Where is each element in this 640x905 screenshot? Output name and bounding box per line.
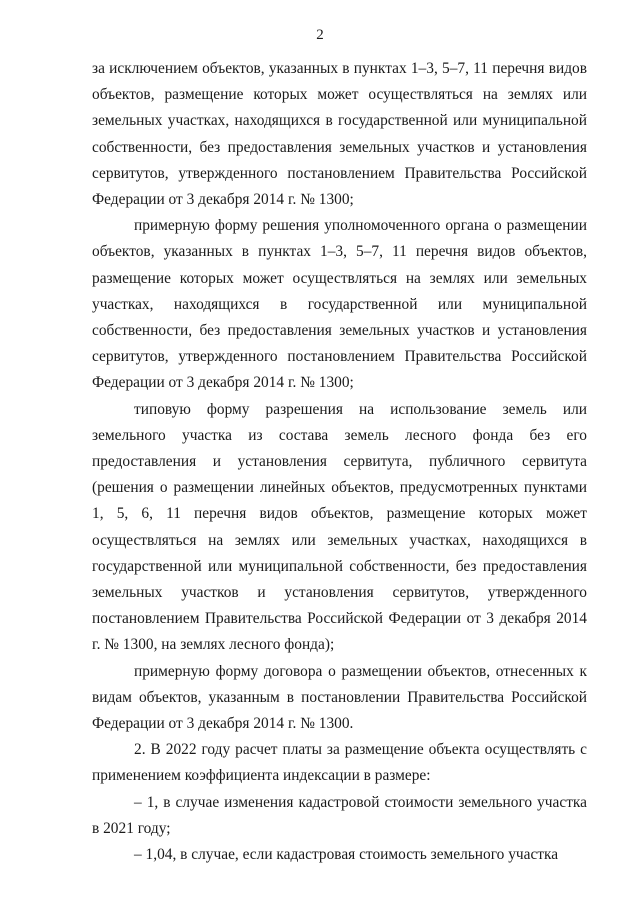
paragraph: – 1,04, в случае, если кадастровая стоимость земельного участка <box>134 846 559 864</box>
paragraph: примерную форму решения уполномоченного органа о размещении объектов, указанных в пунктах 1–3, 5–7, 11 перечня видов объектов, размещение которых может осуществляться на землях или земельных участках, находящихся в государственной или муниципальной собственности, без предоставления земельных участков и установления сервитутов, утвержденного постановлением Правительства Российской Федерации от 3 декабря 2014 г. № 1300; <box>92 217 587 392</box>
paragraph: – 1, в случае изменения кадастровой стоимости земельного участка в 2021 году; <box>92 793 587 837</box>
paragraph: за исключением объектов, указанных в пунктах 1–3, 5–7, 11 перечня видов объектов, размещение которых может осуществляться на землях или земельных участках, находящихся в государственной или муниципальной собственности, без предоставления земельных участков и установления сервитутов, утвержденного постановлением Правительства Российской Федерации от 3 декабря 2014 г. № 1300; <box>92 60 587 209</box>
paragraph: типовую форму разрешения на использование земель или земельного участка из состава земель лесного фонда без его предоставления и установления сервитута, публичного сервитута (решения о размещении линейных объектов, предусмотренных пунктами 1, 5, 6, 11 перечня видов объектов, размещение которых может осуществляться на землях или земельных участках, находящихся в государственной или муниципальной собственности, без предоставления земельных участков и установления сервитутов, утвержденного постановлением Правительства Российской Федерации от 3 декабря 2014 г. № 1300, на землях лесного фонда); <box>92 400 587 654</box>
paragraph: 2. В 2022 году расчет платы за размещение объекта осуществлять с применением коэффициента индексации в размере: <box>92 741 587 785</box>
paragraph: примерную форму договора о размещении объектов, отнесенных к видам объектов, указанным в постановлении Правительства Российской Федерации от 3 декабря 2014 г. № 1300. <box>92 662 587 733</box>
page-number: 2 <box>316 27 324 43</box>
document-body <box>92 56 587 868</box>
